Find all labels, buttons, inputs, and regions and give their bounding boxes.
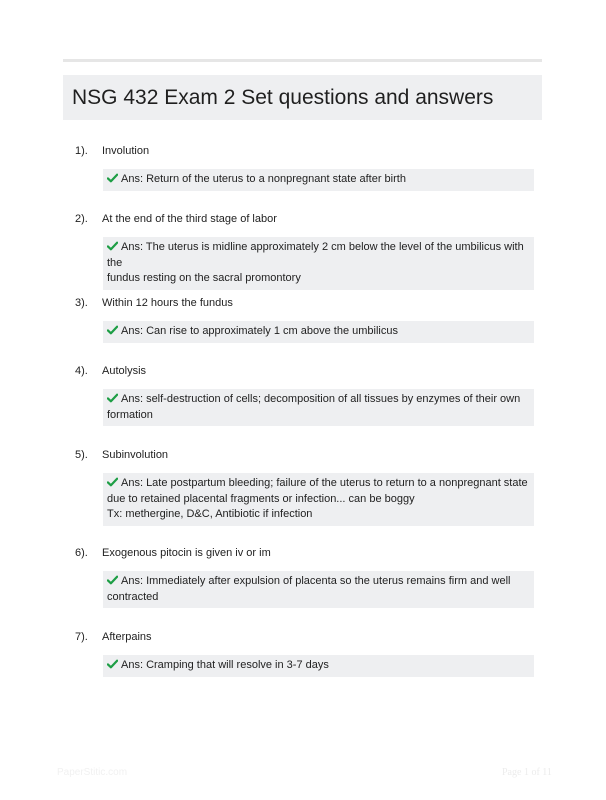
page-title: NSG 432 Exam 2 Set questions and answers — [72, 86, 494, 109]
answer-line — [107, 658, 530, 674]
question-number: 7). — [75, 631, 88, 643]
answer-text: Ans: Late postpartum bleeding; failure of the uterus to return to a nonpregnant state — [121, 477, 528, 489]
answer-line: due to retained placental fragments or infection... can be boggy — [107, 492, 415, 505]
question-number: 6). — [75, 547, 88, 559]
question-number: 2). — [75, 213, 88, 225]
answer-box — [103, 389, 534, 426]
answer-text: Ans: Immediately after expulsion of placenta so the uterus remains firm and well — [121, 575, 511, 587]
question-text: Within 12 hours the fundus — [102, 297, 233, 309]
question-text: Subinvolution — [102, 449, 169, 461]
answer-line — [107, 324, 530, 340]
question-text: Exogenous pitocin is given iv or im — [102, 547, 271, 559]
question-text: At the end of the third stage of labor — [102, 213, 277, 225]
answer-box — [103, 655, 534, 677]
answer-box — [103, 321, 534, 343]
question-text: Involution — [102, 145, 150, 157]
answer-box — [103, 571, 534, 608]
check-icon — [107, 325, 118, 335]
question-number: 1). — [75, 145, 88, 157]
answer-text: Ans: The uterus is midline approximately 2 cm below the level of the umbilicus with the — [107, 241, 524, 269]
title-banner — [63, 75, 542, 120]
check-icon — [107, 575, 118, 585]
check-icon — [107, 477, 118, 487]
answer-line: formation — [107, 408, 153, 421]
answer-text: Ans: Cramping that will resolve in 3-7 days — [121, 659, 329, 671]
answer-line — [107, 392, 530, 408]
question-number: 4). — [75, 365, 88, 377]
question-text: Autolysis — [102, 365, 147, 377]
question-number: 5). — [75, 449, 88, 461]
question-text: Afterpains — [102, 631, 152, 643]
page-number: Page 1 of 11 — [502, 767, 552, 778]
answer-line — [107, 476, 530, 492]
answer-line — [107, 240, 530, 271]
check-icon — [107, 173, 118, 183]
check-icon — [107, 393, 118, 403]
check-icon — [107, 659, 118, 669]
question-number: 3). — [75, 297, 88, 309]
answer-text: Ans: self-destruction of cells; decomposition of all tissues by enzymes of their own — [121, 393, 521, 405]
answer-line — [107, 574, 530, 590]
footer-watermark: PaperStitic.com — [57, 767, 128, 778]
answer-text: Ans: Can rise to approximately 1 cm above the umbilicus — [121, 325, 398, 337]
answer-box — [103, 169, 534, 191]
answer-line: contracted — [107, 590, 159, 603]
top-divider — [63, 59, 542, 62]
answer-box — [103, 237, 534, 290]
check-icon — [107, 241, 118, 251]
answer-text: Ans: Return of the uterus to a nonpregnant state after birth — [121, 173, 406, 185]
answer-line: Tx: methergine, D&C, Antibiotic if infection — [107, 508, 313, 520]
answer-line: fundus resting on the sacral promontory — [107, 272, 301, 284]
answer-box — [103, 473, 534, 526]
answer-line — [107, 172, 530, 188]
